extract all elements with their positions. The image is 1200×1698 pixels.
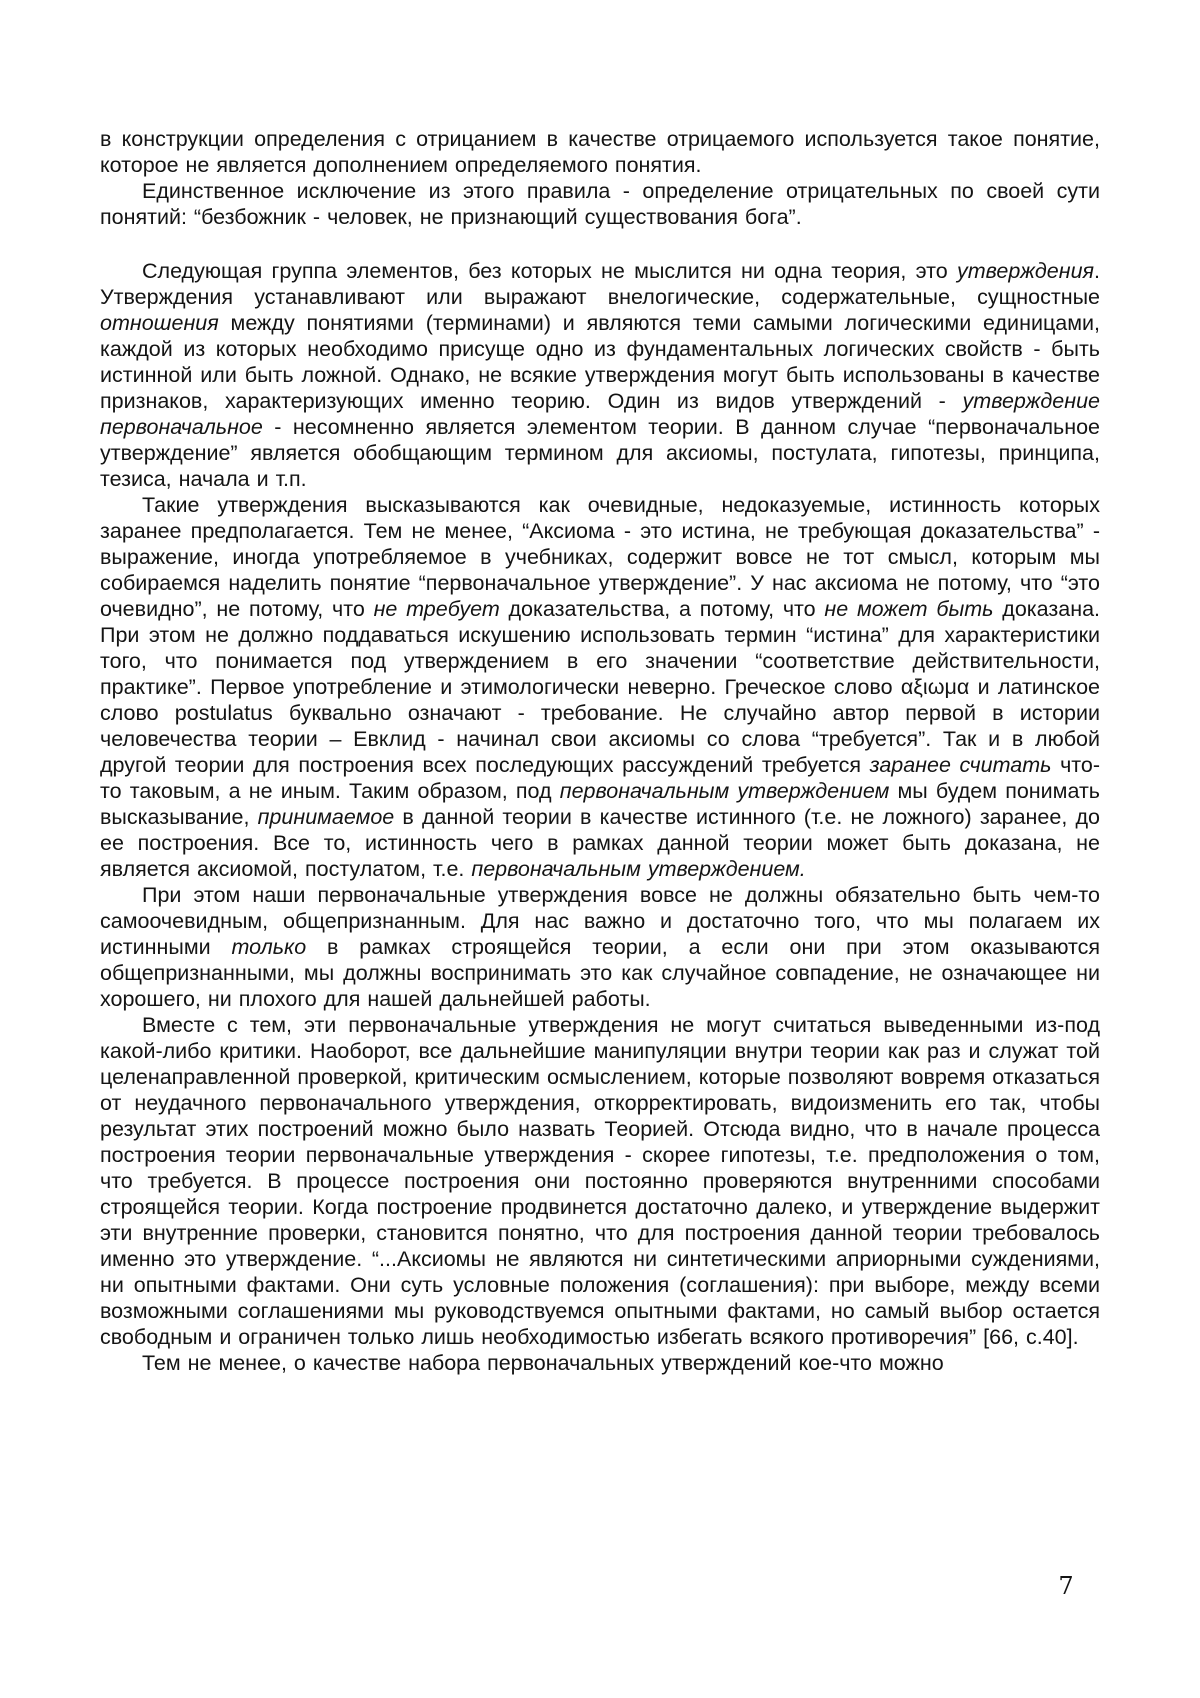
text-run: в данной теории в качестве истинного (т.е. не ложного) заранее, до ее построения. Все то, истинность чего в рамках данной теории может быть доказана, не является аксиомой, постулатом, т.е. <box>100 805 1100 881</box>
text-run: Единственное исключение из этого правила - определение отрицательных по своей сути понятий: “безбожник - человек, не признающий существования бога”. <box>100 179 1100 229</box>
italic-text-run: утверждения <box>957 259 1095 283</box>
paragraph-gap <box>100 230 1100 258</box>
text-run: между понятиями (терминами) и являются теми самыми логическими единицами, каждой из которых необходимо присуще одно из фундаментальных логических свойств - быть истинной или быть ложной. Однако, не всякие утверждения могут быть использованы в качестве признаков, характеризующих именно теорию. Один из видов утверждений - <box>100 311 1100 413</box>
italic-text-run: принимаемое <box>257 805 395 829</box>
text-run: Следующая группа элементов, без которых не мыслится ни одна теория, это <box>142 259 958 283</box>
text-run: Тем не менее, о качестве набора первоначальных утверждений кое-что можно <box>142 1351 944 1375</box>
page-number: 7 <box>1058 1572 1074 1600</box>
text-run: - несомненно является элементом теории. В данном случае “первоначальное утверждение” является обобщающим термином для аксиомы, постулата, гипотезы, принципа, тезиса, начала и т.п. <box>100 415 1100 491</box>
italic-text-run: только <box>231 935 307 959</box>
text-run: . Утверждения устанавливают или выражают внелогические, содержательные, сущностные <box>100 259 1100 309</box>
paragraph <box>100 178 1100 230</box>
italic-text-run: первоначальным утверждением. <box>471 857 806 881</box>
italic-text-run: заранее считать <box>869 753 1052 777</box>
italic-text-run: утверждение первоначальное <box>100 389 1100 439</box>
paragraph <box>100 1350 1100 1376</box>
text-run: в рамках строящейся теории, а если они при этом оказываются общепризнанными, мы должны воспринимать это как случайное совпадение, не означающее ни хорошего, ни плохого для нашей дальнейшей работы. <box>100 935 1100 1011</box>
italic-text-run: не требует <box>373 597 500 621</box>
paragraph <box>100 492 1100 882</box>
italic-text-run: не может быть <box>824 597 994 621</box>
text-run: доказана. При этом не должно поддаваться искушению использовать термин “истина” для характеристики того, что понимается под утверждением в его значении “соответствие действительности, практике”. Первое употребление и этимологически неверно. Греческое слово αξιωμα и латинское слово postulatus буквально означают - требование. Не случайно автор первой в истории человечества теории – Евклид - начинал свои аксиомы со слова “требуется”. Так и в любой другой теории для построения всех последующих рассуждений требуется <box>100 597 1100 777</box>
text-run: что-то таковым, а не иным. Таким образом, под <box>100 753 1100 803</box>
document-body <box>100 126 1100 1376</box>
text-run: доказательства, а потому, что <box>499 597 825 621</box>
text-run: Такие утверждения высказываются как очевидные, недоказуемые, истинность которых заранее предполагается. Тем не менее, “Аксиома - это истина, не требующая доказательства” - выражение, иногда употребляемое в учебниках, содержит вовсе не тот смысл, которым мы собираемся наделить понятие “первоначальное утверждение”. У нас аксиома не потому, что “это очевидно”, не потому, что <box>100 493 1100 621</box>
paragraph <box>100 882 1100 1012</box>
italic-text-run: отношения <box>100 311 219 335</box>
text-run: мы будем понимать высказывание, <box>100 779 1101 829</box>
text-run: Вместе с тем, эти первоначальные утверждения не могут считаться выведенными из-под какой-либо критики. Наоборот, все дальнейшие манипуляции внутри теории как раз и служат той целенаправленной проверкой, критическим осмыслением, которые позволяют вовремя отказаться от неудачного первоначального утверждения, откорректировать, видоизменить его так, чтобы результат этих построений можно было назвать Теорией. Отсюда видно, что в начале процесса построения теории первоначальные утверждения - скорее гипотезы, т.е. предположения о том, что требуется. В процессе построения они постоянно проверяются внутренними способами строящейся теории. Когда построение продвинется достаточно далеко, и утверждение выдержит эти внутренние проверки, становится понятно, что для построения данной теории требовалось именно это утверждение. “...Аксиомы не являются ни синтетическими априорными суждениями, ни опытными фактами. Они суть условные положения (соглашения): при выборе, между всеми возможными соглашениями мы руководствуемся опытными фактами, но самый выбор остается свободным и ограничен только лишь необходимостью избегать всякого противоречия” [66, с.40]. <box>100 1013 1100 1349</box>
paragraph <box>100 126 1100 178</box>
paragraph <box>100 258 1100 492</box>
text-run: При этом наши первоначальные утверждения вовсе не должны обязательно быть чем-то самоочевидным, общепризнанным. Для нас важно и достаточно того, что мы полагаем их истинными <box>100 883 1100 959</box>
italic-text-run: первоначальным утверждением <box>559 779 890 803</box>
text-run: в конструкции определения с отрицанием в качестве отрицаемого используется такое понятие, которое не является дополнением определяемого понятия. <box>100 127 1100 177</box>
paragraph <box>100 1012 1100 1350</box>
